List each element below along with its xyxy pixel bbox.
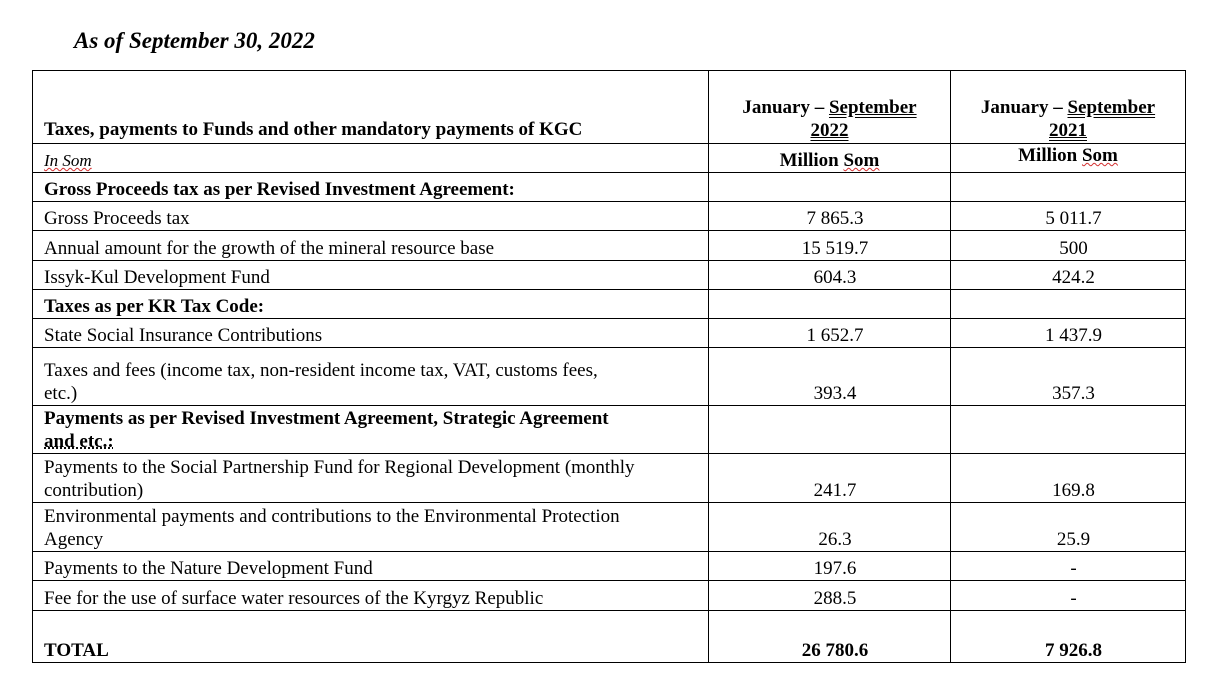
row-label: Fee for the use of surface water resources of the Kyrgyz Republic bbox=[33, 581, 709, 611]
section-row-payments bbox=[33, 406, 1186, 454]
section-header: Gross Proceeds tax as per Revised Investment Agreement: bbox=[33, 173, 709, 202]
row-value-2021: 424.2 bbox=[951, 261, 1186, 290]
header-row-label: Taxes, payments to Funds and other mandatory payments of KGC bbox=[33, 71, 709, 144]
tax-payments-table bbox=[32, 70, 1186, 663]
row-label: Payments to the Nature Development Fund bbox=[33, 552, 709, 581]
row-value-2021: 25.9 bbox=[951, 503, 1186, 552]
section-header: Taxes as per KR Tax Code: bbox=[33, 290, 709, 319]
row-value-2022: 241.7 bbox=[709, 454, 951, 503]
row-value-2022: 197.6 bbox=[709, 552, 951, 581]
table-row bbox=[33, 454, 1186, 503]
row-value-2021: 357.3 bbox=[951, 348, 1186, 406]
row-value-2022: 1 652.7 bbox=[709, 319, 951, 348]
row-value-2022: 604.3 bbox=[709, 261, 951, 290]
row-value-2021: 1 437.9 bbox=[951, 319, 1186, 348]
row-value-2022: 288.5 bbox=[709, 581, 951, 611]
row-label: Annual amount for the growth of the mineral resource base bbox=[33, 231, 709, 261]
row-label: Issyk-Kul Development Fund bbox=[33, 261, 709, 290]
row-label: State Social Insurance Contributions bbox=[33, 319, 709, 348]
row-value-2021: - bbox=[951, 552, 1186, 581]
row-value-2022: 7 865.3 bbox=[709, 202, 951, 231]
row-label: Environmental payments and contributions to the Environmental Protection Agency bbox=[33, 503, 709, 552]
total-label: TOTAL bbox=[33, 611, 709, 663]
header-col-2021: January – September 2021 bbox=[951, 71, 1186, 144]
table-row bbox=[33, 231, 1186, 261]
row-value-2021: - bbox=[951, 581, 1186, 611]
row-value-2022: 393.4 bbox=[709, 348, 951, 406]
row-value-2022: 26.3 bbox=[709, 503, 951, 552]
section-row-taxes bbox=[33, 290, 1186, 319]
section-header: Payments as per Revised Investment Agreement, Strategic Agreement and etc.: bbox=[33, 406, 709, 454]
total-value-2021: 7 926.8 bbox=[951, 611, 1186, 663]
row-label: Payments to the Social Partnership Fund for Regional Development (monthly contribution) bbox=[33, 454, 709, 503]
unit-note: In Som bbox=[33, 144, 709, 173]
table-unit-row bbox=[33, 144, 1186, 173]
total-value-2022: 26 780.6 bbox=[709, 611, 951, 663]
table-row bbox=[33, 503, 1186, 552]
row-label: Taxes and fees (income tax, non-resident income tax, VAT, customs fees, etc.) bbox=[33, 348, 709, 406]
row-value-2021: 169.8 bbox=[951, 454, 1186, 503]
unit-col-2021: Million Som bbox=[951, 144, 1186, 173]
table-row bbox=[33, 348, 1186, 406]
table-row bbox=[33, 202, 1186, 231]
table-row bbox=[33, 319, 1186, 348]
row-label: Gross Proceeds tax bbox=[33, 202, 709, 231]
table-row bbox=[33, 552, 1186, 581]
row-value-2021: 500 bbox=[951, 231, 1186, 261]
row-value-2022: 15 519.7 bbox=[709, 231, 951, 261]
section-row-gross bbox=[33, 173, 1186, 202]
header-col-2022: January – September 2022 bbox=[709, 71, 951, 144]
table-header-row bbox=[33, 71, 1186, 144]
total-row bbox=[33, 611, 1186, 663]
row-value-2021: 5 011.7 bbox=[951, 202, 1186, 231]
table-row bbox=[33, 581, 1186, 611]
document-title: As of September 30, 2022 bbox=[74, 28, 315, 53]
table-row bbox=[33, 261, 1186, 290]
unit-col-2022: Million Som bbox=[709, 144, 951, 173]
